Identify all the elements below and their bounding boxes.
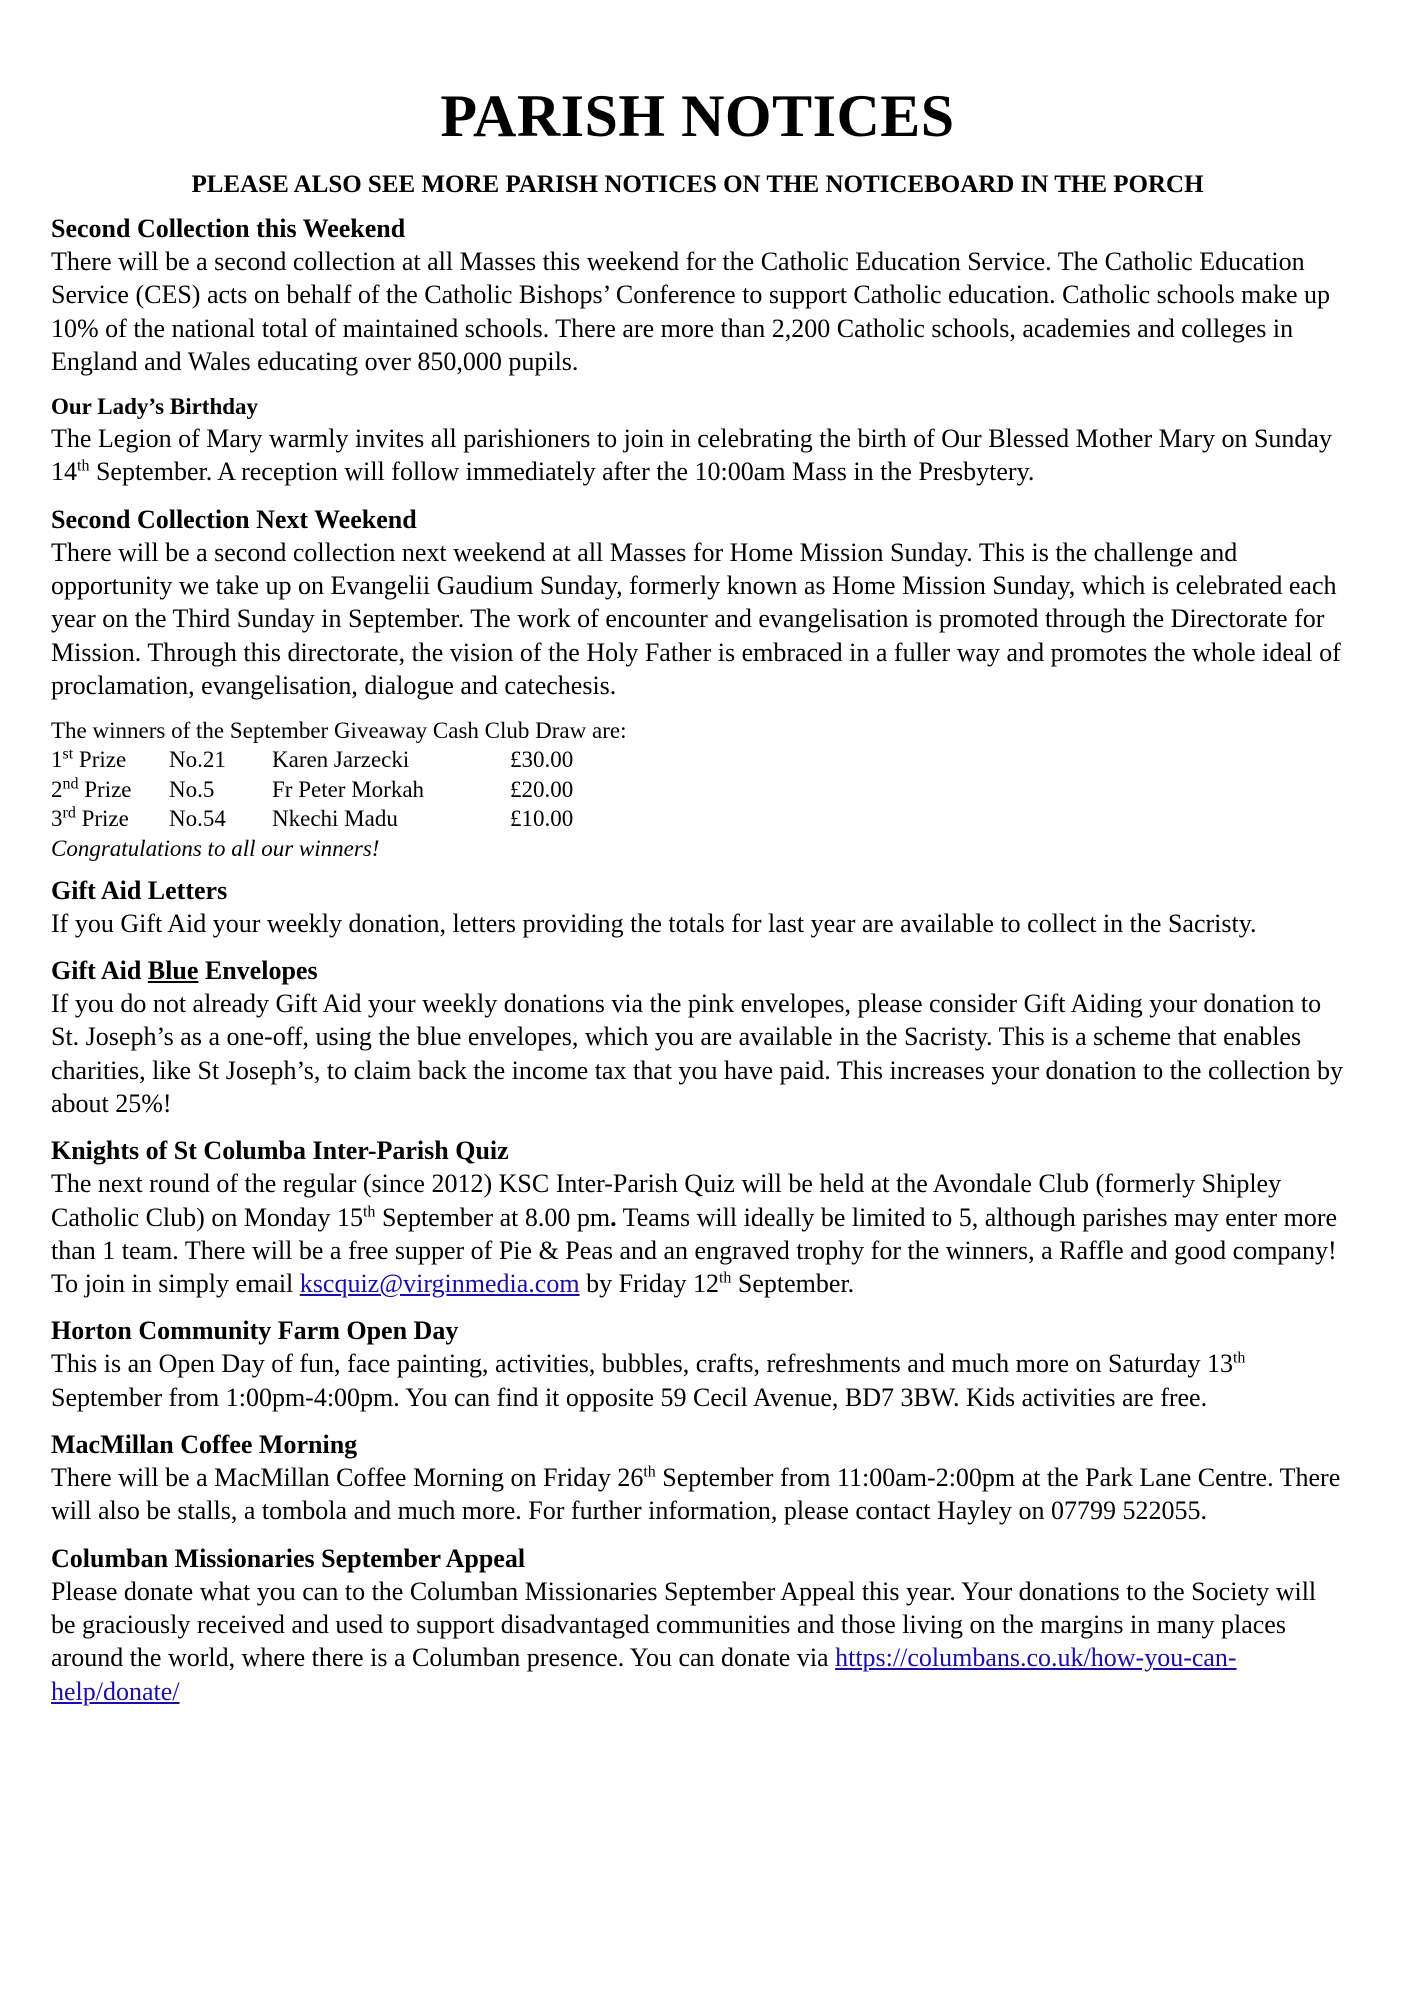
notice-columban-appeal <box>51 1542 1344 1708</box>
prize-winner: Nkechi Madu <box>272 806 398 832</box>
prize-number: 1 <box>51 747 63 773</box>
ordinal-suffix: th <box>1232 1349 1246 1367</box>
prize-place <box>51 745 169 775</box>
body-text: September. <box>731 1269 855 1299</box>
donate-link[interactable]: https://columbans.co.uk/how-you-can-help/donate/ <box>51 1643 1237 1706</box>
heading-text: Gift Aid <box>51 956 148 986</box>
body-text: September. A reception will follow immediately after the 10:00am Mass in the Presbytery. <box>89 457 1035 487</box>
notice-heading: Horton Community Farm Open Day <box>51 1316 459 1346</box>
notice-second-collection-this-weekend <box>51 212 1344 378</box>
notice-our-ladys-birthday <box>51 392 1344 489</box>
ordinal-suffix: th <box>77 457 90 475</box>
notice-heading: Knights of St Columba Inter-Parish Quiz <box>51 1136 509 1166</box>
prize-winner: Karen Jarzecki <box>272 747 410 773</box>
ordinal-suffix: th <box>362 1202 376 1220</box>
prize-ticket: No.54 <box>169 806 226 832</box>
ordinal-suffix: rd <box>62 804 76 822</box>
page-title: PARISH NOTICES <box>440 83 955 149</box>
body-text: . <box>610 1202 617 1232</box>
prize-ticket: No.5 <box>169 776 215 802</box>
prize-place <box>51 775 169 805</box>
prize-winner: Fr Peter Morkah <box>272 776 425 802</box>
body-text: The Legion of Mary warmly invites all parishioners to join in celebrating the birth of Our Blessed Mother Mary on Sunday 14 <box>51 424 1332 487</box>
notice-heading: Gift Aid Letters <box>51 875 228 905</box>
notice-body: If you do not already Gift Aid your weekly donations via the pink envelopes, please consider Gift Aiding your donation to St. Joseph’s as a one-off, using the blue envelopes, which you are available in the Sacristy. This is a scheme that enables charities, like St Joseph’s, to claim back the income tax that you have paid. This increases your donation to the collection by about 25%! <box>51 989 1343 1118</box>
prize-row <box>51 745 1344 775</box>
prize-amount: £20.00 <box>510 776 574 802</box>
body-text: by Friday 12 <box>579 1269 719 1299</box>
notice-heading: MacMillan Coffee Morning <box>51 1430 358 1460</box>
ordinal-suffix: nd <box>62 775 79 793</box>
notice-gift-aid-letters <box>51 874 1344 940</box>
notice-heading: Our Lady’s Birthday <box>51 394 259 420</box>
cash-club-draw <box>51 716 1344 864</box>
quiz-email-link[interactable]: kscquiz@virginmedia.com <box>299 1269 580 1299</box>
notice-body: There will be a second collection next weekend at all Masses for Home Mission Sunday. This is the challenge and opportunity we take up on Evangelii Gaudium Sunday, formerly known as Home Mission Sunday, which is celebrated each year on the Third Sunday in September. The work of encounter and evangelisation is promoted through the Directorate for Mission. Through this directorate, the vision of the Holy Father is embraced in a fuller way and promotes the whole ideal of proclamation, evangelisation, dialogue and catechesis. <box>51 537 1341 700</box>
body-text: There will be a MacMillan Coffee Morning on Friday 26 <box>51 1463 644 1493</box>
prize-number: 2 <box>51 776 63 802</box>
prize-row <box>51 775 1344 805</box>
ordinal-suffix: th <box>718 1269 732 1287</box>
notice-heading <box>51 954 1344 987</box>
prize-label: Prize <box>78 776 132 802</box>
prize-number: 3 <box>51 806 63 832</box>
ordinal-suffix: st <box>62 745 74 763</box>
notice-body <box>51 422 1344 489</box>
body-text: This is an Open Day of fun, face painting, activities, bubbles, crafts, refreshments and much more on Saturday 13 <box>51 1349 1233 1379</box>
notice-heading: Second Collection this Weekend <box>51 214 406 243</box>
body-text: September at 8.00 pm <box>375 1202 611 1232</box>
prize-row <box>51 804 1344 834</box>
prize-place <box>51 804 169 834</box>
notice-horton-farm-open-day <box>51 1314 1344 1414</box>
draw-intro: The winners of the September Giveaway Cash Club Draw are: <box>51 718 627 744</box>
body-text: The next round of the regular (since 2012) KSC Inter-Parish Quiz will be held at the Avondale Club (formerly Shipley Catholic Club) on Monday 15 <box>51 1169 1282 1232</box>
prize-amount: £10.00 <box>510 806 574 832</box>
body-text: September from 1:00pm-4:00pm. You can find it opposite 59 Cecil Avenue, BD7 3BW. Kids activities are free. <box>51 1382 1208 1412</box>
page-subtitle: PLEASE ALSO SEE MORE PARISH NOTICES ON THE NOTICEBOARD IN THE PORCH <box>191 171 1204 198</box>
body-text: September from 11:00am-2:00pm at the Park Lane Centre. There will also be stalls, a tombola and much more. For further information, please contact Hayley on 07799 522055. <box>51 1463 1341 1526</box>
body-text: Teams will ideally be limited to 5, although parishes may enter more than 1 team. There will be a free supper of Pie & Peas and an engraved trophy for the winners, a Raffle and good company! To join in simply email <box>51 1202 1338 1299</box>
notice-heading: Second Collection Next Weekend <box>51 504 417 534</box>
draw-congratulations: Congratulations to all our winners! <box>51 835 380 861</box>
notice-body: If you Gift Aid your weekly donation, letters providing the totals for last year are available to collect in the Sacristy. <box>51 908 1257 938</box>
body-text: Please donate what you can to the Columban Missionaries September Appeal this year. Your donations to the Society will be graciously received and used to support disadvantaged communities and those living on the margins in many places around the world, where there is a Columban presence. You can donate via <box>51 1576 1317 1673</box>
notice-second-collection-next-weekend <box>51 503 1344 702</box>
notice-body <box>51 1575 1344 1708</box>
notice-heading: Columban Missionaries September Appeal <box>51 1543 526 1573</box>
heading-underlined-text: Blue <box>147 956 199 986</box>
notice-macmillan-coffee-morning <box>51 1428 1344 1528</box>
ordinal-suffix: th <box>643 1463 656 1481</box>
notice-body <box>51 1347 1344 1414</box>
notice-gift-aid-blue-envelopes <box>51 954 1344 1120</box>
prize-amount: £30.00 <box>510 747 574 773</box>
prize-ticket: No.21 <box>169 747 226 773</box>
prize-label: Prize <box>75 806 129 832</box>
notice-body <box>51 1167 1344 1300</box>
notice-ksc-quiz <box>51 1134 1344 1300</box>
notice-body <box>51 1461 1344 1528</box>
prize-label: Prize <box>73 747 127 773</box>
heading-text: Envelopes <box>198 956 318 986</box>
notice-body: There will be a second collection at all Masses this weekend for the Catholic Education Service. The Catholic Education Service (CES) acts on behalf of the Catholic Bishops’ Conference to support Catholic education. Catholic schools make up 10% of the national total of maintained schools. There are more than 2,200 Catholic schools, academies and colleges in England and Wales educating over 850,000 pupils. <box>51 247 1330 376</box>
